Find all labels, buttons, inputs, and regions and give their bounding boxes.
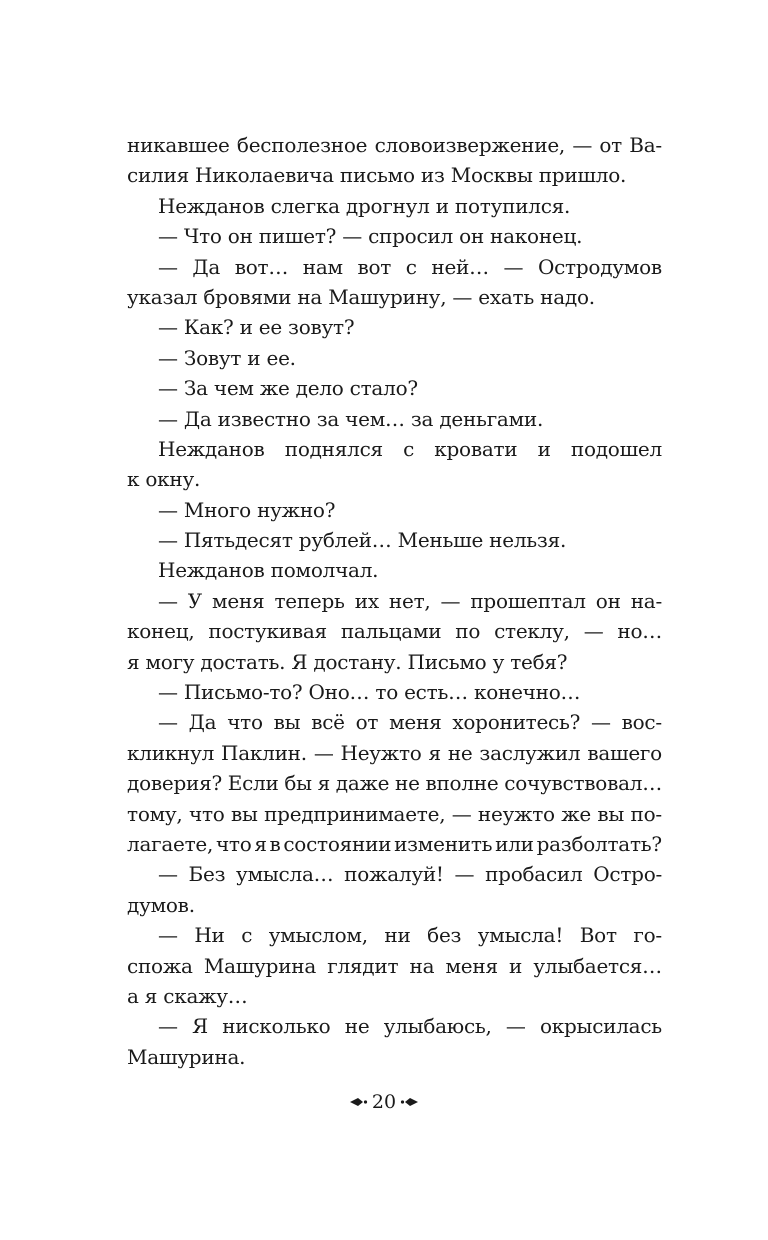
word: спожа — [127, 953, 193, 978]
word: на — [409, 953, 435, 978]
text-line: силия Николаевича письмо из Москвы пришло. — [127, 163, 627, 188]
word: меня — [389, 710, 442, 735]
word: Машурина — [203, 953, 317, 978]
text-line: а я скажу… — [127, 983, 248, 1008]
word: не — [395, 771, 420, 796]
text-line: я могу достать. Я достану. Письмо у тебя? — [127, 649, 568, 674]
text-line — [127, 829, 662, 859]
word: с — [241, 923, 253, 948]
page-body-text — [127, 130, 662, 1072]
word: — — [313, 740, 334, 765]
word: вы — [230, 801, 258, 826]
text-line: — Как? и ее зовут? — [158, 315, 355, 340]
word: Остродумов — [537, 254, 662, 279]
word: с — [405, 254, 417, 279]
word: Без — [188, 862, 226, 887]
text-line: Нежданов слегка дрогнул и потупился. — [158, 193, 571, 218]
text-line: — Пятьдесят рублей… Меньше нельзя. — [158, 528, 567, 553]
word: доверия? — [127, 771, 222, 796]
word: улыбается… — [533, 953, 662, 978]
word: — — [158, 588, 178, 613]
text-line — [127, 252, 662, 282]
word: я — [254, 831, 267, 856]
word: — — [158, 1014, 178, 1039]
word: Паклин. — [221, 740, 307, 765]
word: предпринимаете, — [264, 801, 446, 826]
word: улыбаюсь, — [383, 1014, 492, 1039]
word: в — [269, 831, 281, 856]
text-line — [127, 1011, 662, 1041]
word: Да — [192, 254, 221, 279]
word: вот — [357, 254, 392, 279]
word: глядит — [327, 953, 399, 978]
text-line — [127, 707, 662, 737]
word: У — [187, 588, 202, 613]
word: но… — [617, 619, 662, 644]
text-line: — Письмо-то? Оно… то есть… конечно… — [158, 680, 581, 705]
word: нет, — [388, 588, 431, 613]
text-line: — Много нужно? — [158, 497, 336, 522]
word: — — [591, 710, 611, 735]
text-line: думов. — [127, 892, 195, 917]
word: постукивая — [208, 619, 327, 644]
word: прошептал — [470, 588, 586, 613]
word: Остро- — [593, 862, 662, 887]
word: го- — [633, 923, 662, 948]
word: Да — [188, 710, 217, 735]
text-line — [127, 434, 662, 464]
word: умыслом, — [268, 923, 368, 948]
text-line — [127, 738, 662, 768]
word: вот… — [234, 254, 289, 279]
word: вы — [273, 710, 301, 735]
text-line: Машурина. — [127, 1044, 246, 1069]
word: или — [495, 831, 534, 856]
text-line — [127, 859, 662, 889]
word: — — [454, 862, 475, 887]
word: хоронитесь? — [452, 710, 581, 735]
page-number: 20 — [371, 1091, 397, 1113]
word: кровати — [434, 436, 518, 461]
word: конец, — [127, 619, 195, 644]
word: Ни — [194, 923, 225, 948]
word: их — [354, 588, 379, 613]
word: и — [509, 953, 523, 978]
word: вашего — [587, 740, 662, 765]
text-line: указал бровями на Машурину, — ехать надо. — [127, 284, 595, 309]
word: не — [344, 1014, 370, 1039]
word: — — [158, 923, 178, 948]
text-line: — За чем же дело стало? — [158, 376, 418, 401]
word: — — [451, 801, 472, 826]
text-line: Нежданов помолчал. — [158, 558, 379, 583]
word: вы — [597, 801, 625, 826]
word: от — [599, 133, 622, 157]
word: по — [455, 619, 481, 644]
word: — — [572, 133, 593, 157]
word: что — [188, 801, 225, 826]
word: от — [355, 710, 379, 735]
word: умысла! — [477, 923, 564, 948]
word: стеклу, — [494, 619, 570, 644]
word: теперь — [274, 588, 345, 613]
word: Нежданов — [158, 436, 265, 461]
word: всё — [311, 710, 345, 735]
word: разболтать? — [536, 831, 662, 856]
word: изменить — [394, 831, 493, 856]
word: — — [440, 588, 461, 613]
text-line — [127, 920, 662, 950]
word: никавшее — [127, 133, 230, 157]
word: пожалуй! — [344, 862, 444, 887]
word: заслужил — [479, 740, 581, 765]
word: он — [595, 588, 621, 613]
word: — — [503, 254, 524, 279]
ornament-right-icon — [400, 1097, 418, 1107]
word: и — [537, 436, 551, 461]
word: вос- — [621, 710, 662, 735]
word: я — [428, 740, 441, 765]
word: кликнул — [127, 740, 215, 765]
word: поднялся — [284, 436, 383, 461]
text-line — [127, 799, 662, 829]
word: Неужто — [340, 740, 422, 765]
word: — — [158, 710, 178, 735]
ornament-left-icon — [350, 1097, 368, 1107]
text-line — [127, 951, 662, 981]
word: Я — [192, 1014, 208, 1039]
word: ней… — [431, 254, 489, 279]
word: тому, — [127, 801, 183, 826]
text-line — [127, 768, 662, 798]
word: меня — [212, 588, 265, 613]
word: нисколько — [222, 1014, 331, 1039]
word: неужто — [477, 801, 555, 826]
word: — — [583, 619, 604, 644]
word: сочувствовал… — [504, 771, 662, 796]
word: меня — [445, 953, 498, 978]
word: бы — [284, 771, 312, 796]
word: нам — [302, 254, 343, 279]
word: без — [427, 923, 462, 948]
word: ни — [384, 923, 411, 948]
word: не — [447, 740, 473, 765]
word: вполне — [425, 771, 499, 796]
word: — — [158, 254, 178, 279]
page-number-footer — [0, 1091, 768, 1113]
word: что — [227, 710, 263, 735]
word: Ва- — [629, 133, 662, 157]
word: умысла… — [236, 862, 334, 887]
word: подошел — [570, 436, 662, 461]
word: же — [561, 801, 591, 826]
text-line — [127, 130, 662, 160]
word: что — [215, 831, 252, 856]
word: я — [317, 771, 330, 796]
word: состоянии — [283, 831, 392, 856]
word: — — [505, 1014, 526, 1039]
word: даже — [335, 771, 390, 796]
word: — — [158, 862, 178, 887]
text-line — [127, 616, 662, 646]
text-line — [127, 586, 662, 616]
word: пробасил — [485, 862, 583, 887]
word: по- — [630, 801, 662, 826]
text-line: к окну. — [127, 467, 201, 492]
word: окрысилась — [539, 1014, 662, 1039]
text-line: — Зовут и ее. — [158, 345, 296, 370]
word: лагаете, — [127, 831, 214, 856]
text-line: — Да известно за чем… за деньгами. — [158, 406, 544, 431]
word: пальцами — [340, 619, 442, 644]
word: на- — [630, 588, 662, 613]
word: Если — [227, 771, 279, 796]
word: Вот — [579, 923, 617, 948]
text-line: — Что он пишет? — спросил он наконец. — [158, 224, 583, 249]
word: с — [403, 436, 415, 461]
word: словоизвержение, — [374, 133, 566, 157]
word: бесполезное — [236, 133, 368, 157]
